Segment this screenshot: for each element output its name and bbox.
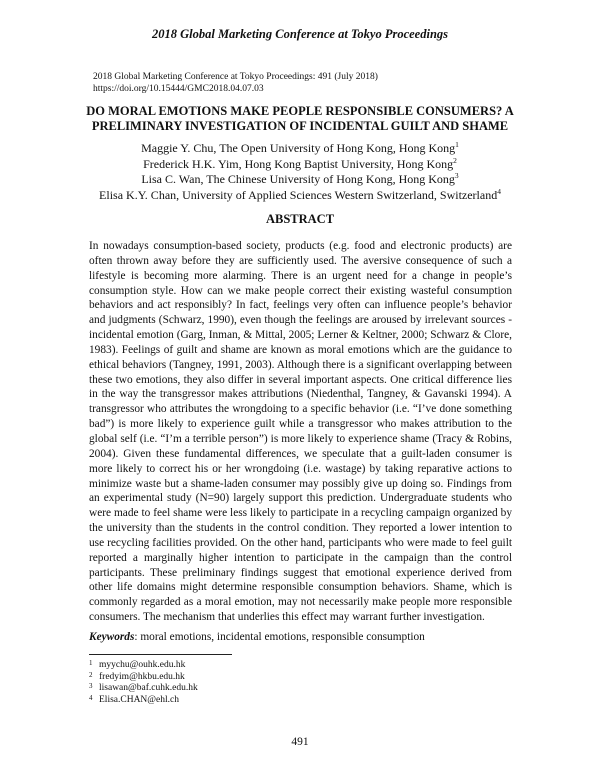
keywords-text: : moral emotions, incidental emotions, responsible consumption: [134, 631, 425, 643]
author-line: [60, 157, 540, 173]
footnote-divider: [89, 654, 232, 655]
author-line: [60, 188, 540, 204]
paper-title: [60, 104, 540, 134]
citation-block: [93, 71, 378, 95]
footnote-mark: 3: [89, 682, 93, 690]
page-number: 491: [291, 736, 309, 748]
keywords-label: Keywords: [89, 631, 135, 643]
abstract-heading: ABSTRACT: [265, 212, 335, 226]
author-text: Frederick H.K. Yim, Hong Kong Baptist University, Hong Kong: [143, 156, 454, 171]
footnote-mark: 2: [89, 670, 93, 679]
author-footnote-mark[interactable]: 3: [454, 171, 459, 180]
footnote-item: [89, 672, 389, 684]
author-text: Maggie Y. Chu, The Open University of Hong Kong, Hong Kong: [141, 141, 456, 155]
citation-line: 2018 Global Marketing Conference at Tokyo Proceedings: 491 (July 2018): [93, 72, 378, 82]
footnote-email[interactable]: lisawan@baf.cuhk.edu.hk: [99, 683, 198, 693]
author-footnote-mark[interactable]: 4: [497, 186, 501, 196]
doi-link[interactable]: https://doi.org/10.15444/GMC2018.04.07.03: [93, 84, 264, 94]
footnote-item: [89, 660, 389, 672]
author-list: [60, 141, 540, 203]
author-text: Elisa K.Y. Chan, University of Applied Sciences Western Switzerland, Switzerland: [99, 187, 498, 202]
footnote-list: [89, 660, 389, 706]
keywords-line: [89, 631, 512, 643]
author-line: [60, 172, 540, 188]
author-footnote-mark[interactable]: 1: [455, 140, 459, 149]
title-line-1: DO MORAL EMOTIONS MAKE PEOPLE RESPONSIBLE CONSUMERS? A: [86, 104, 514, 118]
footnote-mark: 4: [89, 693, 93, 702]
author-line: [60, 141, 540, 157]
footnote-item: [89, 695, 389, 707]
footnote-email[interactable]: Elisa.CHAN@ehl.ch: [99, 694, 179, 705]
footnote-item: [89, 683, 389, 695]
abstract-body: In nowadays consumption-based society, products (e.g. food and electronic products) are often thrown away before they are sufficiently used. The aversive consequence of such a lifestyle is becoming more alarming. There is an urgent need for a change in people’s consumption style. How can we make people correct their existing wasteful consumption behaviors and act responsibly? In fact, feelings very often can influence people’s behavior and judgments (Schwarz, 1990), even though the feelings are aroused by irrelevant sources - incidental emotion (Garg, Inman, & Mittal, 2005; Lerner & Keltner, 2000; Schwarz & Clore, 1983). Feelings of guilt and shame are known as moral emotions which are the guidance to ethical behaviors (Tangney, 1991, 2003). Although there is a significant overlapping between these two emotions, they also differ in several important aspects. One critical difference lies in the way the transgressor makes attributions (Niedenthal, Tangney, & Gavanski 1994). A transgressor who attributes the wrongdoing to a specific behavior (i.e. “I’ve done something bad”) is more likely to experience guilt while a transgressor who makes attribution to the global self (i.e. “I’m a terrible person”) is more likely to experience shame (Tracy & Robins, 2004). Given these fundamental differences, we speculate that a guilt-laden consumer is more likely to correct his or her wrongdoing (i.e. wastage) by taking reparative actions to minimize waste but a shame-laden consumer may possibly give up doing so. Findings from an experimental study (N=90) largely support this prediction. Undergraduate students who were made to feel shame were less likely to participate in a recycling campaign organized by the university than the students in the control condition. They reported a lower intention to use recycling facilities provided. On the other hand, participants who were made to feel guilt reported a marginally higher intention to participate in the campaign than the control participants. These preliminary findings suggest that emotional experience derived from other life domains might determine responsible consumption behaviors. Shame, which is commonly regarded as a moral emotion, may not necessarily make people more responsible consumers. The mechanism that underlies this effect may warrant further investigation.: [89, 240, 512, 624]
footnote-email[interactable]: myychu@ouhk.edu.hk: [99, 660, 186, 670]
title-line-2: PRELIMINARY INVESTIGATION OF INCIDENTAL GUILT AND SHAME: [91, 119, 509, 133]
running-header: 2018 Global Marketing Conference at Tokyo Proceedings: [151, 27, 449, 41]
author-text: Lisa C. Wan, The Chinese University of Hong Kong, Hong Kong: [141, 172, 455, 186]
footnote-email[interactable]: fredyim@hkbu.edu.hk: [99, 671, 185, 682]
footnote-mark: 1: [89, 659, 93, 667]
author-footnote-mark[interactable]: 2: [453, 155, 457, 165]
